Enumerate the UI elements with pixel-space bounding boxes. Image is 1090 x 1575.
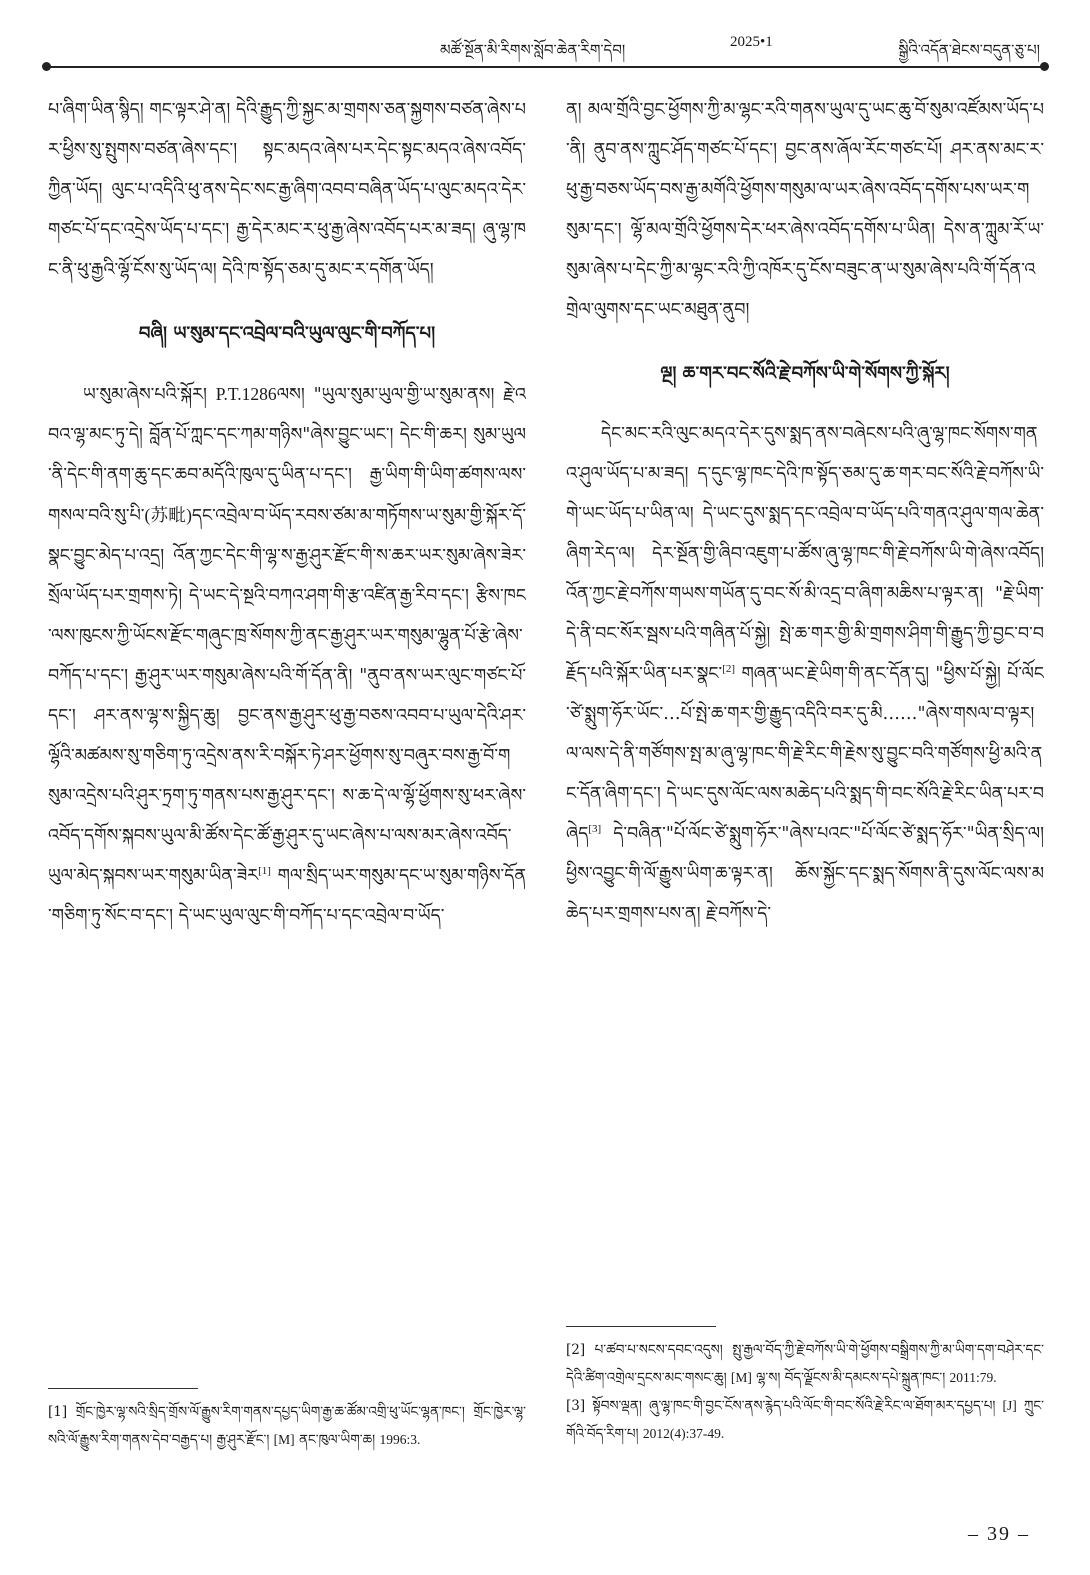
left-paragraph-2 [48, 374, 526, 936]
footnote-2-publisher: ལྷ་ས། བོད་ལྗོངས་མི་དམངས་དཔེ་སྐྲུན་ཁང་། [751, 1370, 950, 1386]
footnote-3-type: [J] [1002, 1398, 1017, 1413]
footnote-3-journal: ཀྲུང་གོའི་བོད་རིག་པ། [566, 1398, 1045, 1442]
footnote-ref-3[interactable]: [3] [588, 823, 602, 836]
footnote-2 [566, 1336, 1044, 1392]
footnote-1 [48, 1398, 526, 1454]
footnote-1-type: [M] [273, 1432, 295, 1447]
footnote-2-text: [2] པ་ཚབ་པ་སངས་དབང་འདུས། སྤུ་རྒྱལ་བོད་ཀྱི་རྗེ་བཀོས་ཡི་གེ་ཕྱོགས་བསྒྲིགས་ཀྱི་མ་ཡིག་དག་བཤེར་དང་དེའི་ཚིག་འགྲེལ་དྲངས་མང་གསང་ཆུ། [566, 1342, 1044, 1386]
left-para2-text-a: ཡ་སུམ་ཞེས་པའི་སྐོར། [83, 385, 216, 405]
footnote-3-text: [3] སྟོབས་ལྡན། ཞུ་ལྷ་ཁང་གི་བྱང་ངོས་ནས་རྙེད་པའི་ལོང་གི་བང་སོའི་རྗེ་རིང་ལ་ཐོག་མར་དཔྱད་པ། [566, 1398, 1003, 1414]
footnote-3-issue: 2012(4):37-49. [642, 1426, 725, 1441]
footnote-2-type: [M] [730, 1370, 752, 1385]
right-column [566, 90, 1044, 1490]
footnote-3 [566, 1392, 1044, 1448]
right-paragraph-2 [566, 414, 1044, 934]
section-title: སྒྱིའི་འདོན་ཐེངས་བདུན་ཅུ་པ། [898, 41, 1040, 59]
left-column [48, 90, 526, 1490]
right-para2-text-c: གཞན་ཡང་རྗེ་ཡིག་གི་ནང་དོན་དུ། "ཕྱིས་པོ་སྐྱེ། པོ་ལོང་ཙེ་སྨུག་ཧོར་ཡོང་…པོ་སྤེ་ཆ་གར་གྱི་རྒྱུད་འདིའི་བར་དུ་མི……"ཞེས་གསལ་བ་ལྟར། ལ་ལས་དེ་ནི་གཙོགས་སྤ་མ་ཞུ་ལྷ་ཁང་གི་རྗེ་རིང་གི་རྗེས་སུ་བྱུང་བའི་གཙོགས་ཕྱི་མའི་ནང་དོན་ཞིག་དང་། དེ་ཡང་དུས་ལོང་ལས་མཆེད་པའི་སྨད་གི་བང་སོའི་རྗེ་རིང་ཡིན་པར་བཞེད [566, 664, 1044, 844]
left-para2-text-c: ལས། "ཡུལ་སུམ་ཡུལ་གྱི་ཡ་སུམ་ནས། རྗེ་འབའ་ལྷ་མང་ཏུ་དེ། བློན་པོ་ཀླང་དང་ཀམ་གཉིས"ཞེས་བྱུང་ཡང་། དེང་གི་ཆར། སུམ་ཡུལ་ནི་དེང་གི་ནག་ཆུ་དང་ཆབ་མདོའི་ཁུལ་དུ་ཡིན་པ་དང་། རྒྱ་ཡིག་གི་ཡིག་ཚགས་ལས་གསལ་བའི་སུ་པི་ [48, 385, 526, 526]
left-paragraph-1: པ་ཞིག་ཡིན་སྙིད། གང་ལྟར་ཤེ་ན། དེའི་རྒྱུད་ཀྱི་སྐྱང་མ་གྲགས་ཅན་སྐྱགས་བཙན་ཞེས་པར་ཕྱིས་སུ་སྤུགས་བཙན་ཞེས་དང་། སྟང་མདའ་ཞེས་པར་དེང་སྟང་མདའ་ཞེས་འབོད་ཀྱིན་ཡོད། ལུང་པ་འདིའི་ཕུ་ནས་དེང་སང་རྒྱ་ཞིག་འབབ་བཞིན་ཡོད་པ་ལུང་མདའ་དེར་གཙང་པོ་དང་འདྲེས་ཡོད་པ་དང་། རྒྱ་དེར་མང་ར་ཕུ་རྒྱ་ཞེས་འབོད་པར་མ་ཟད། ཞུ་ལྷ་ཁང་ནི་ཕུ་རྒྱའི་ལྷོ་ངོས་སུ་ཡོད་ལ། དེའི་ཁ་སྟོད་ཅམ་དུ་མང་ར་དགོན་ཡོད། [48, 100, 526, 280]
page-number: – 39 – [968, 1523, 1030, 1545]
footnote-rule-left [48, 1388, 198, 1389]
right-footnotes [566, 1336, 1044, 1448]
footnote-ref-2[interactable]: [2] [722, 663, 736, 676]
footnote-ref-1[interactable]: [1] [258, 865, 271, 878]
right-para2-text-a: དེང་མང་རའི་ལུང་མདའ་དེར་དུས་སྨད་ནས་བཞེངས་པའི་ཞུ་ལྷ་ཁང་སོགས་གནའ་ཤུལ་ཡོད་པ་མ་ཟད། ད་དུང་ལྷ་ཁང་དེའི་ཁ་སྟོད་ཅམ་དུ་ཆ་གར་བང་སོའི་རྗེ་བཀོས་ཡི་གེ་ཡང་ཡོད་པ་ཡིན་ལ། དེ་ཡང་དུས་སྨད་དང་འབྲེལ་བ་ཡོད་པའི་གནའ་ཤུལ་གལ་ཆེན་ཞིག་རེད་ལ། དེར་སྔོན་གྱི་ཞིབ་འཇུག་པ་ཚོས་ཞུ་ལྷ་ཁང་གི་རྗེ་བཀོས་ཡི་གེ་ཞེས་འབོད། འོན་ཀྱང་རྗེ་བཀོས་གཡས་གཡོན་དུ་བང་སོ་མི་འདྲ་བ་ཞིག་མཆིས་པ་ལྟར་ན། "རྗེ་ཡིག་དེ་ནི་བང་སོར་སྦས་པའི་གཞིན་པོ་སྐྱེ། སྤེ་ཆ་གར་གྱི་མི་གྲགས་ཤིག་གི་རྒྱུད་ཀྱི་བྱང་བ་བརྗོད་པའི་སྐོར་ཡིན་པར་སྣང་ [566, 424, 1044, 684]
left-para2-text-e: དང་འབྲེལ་བ་ཡོད་རབས་ཙམ་མ་གཏོགས་ཡ་སུམ་གྱི་སྐོར་དོ་སྣང་བྱུང་མེད་པ་འདྲ། འོན་ཀྱང་དེང་གི་ལྷ་ས་རྒྱ་ཤུར་རྫོང་གི་ས་ཆར་ཡར་སུམ་ཞེས་ཟེར་སྲོལ་ཡོད་པར་གྲགས་ཏེ། དེ་ཡང་དེ་སྔའི་བཀའ་ཤག་གི་རྩ་འཛིན་རྒྱ་རིབ་དང་། རྩིས་ཁང་ལས་ཁུངས་ཀྱི་ཡོངས་རྫོང་གཞུང་ཁྲ་སོགས་ཀྱི་ནང་རྒྱ་ཤུར་ཡར་གསུམ་ལྷུན་པོ་རྩེ་ཞེས་བཀོད་པ་དང་། རྒྱ་ཤུར་ཡར་གསུམ་ཞེས་པའི་གོ་དོན་ནི། "ནུབ་ནས་ཡར་ལུང་གཙང་པོ་དང་། ཤར་ནས་ལྷ་ས་སྐྱིད་ཆུ། བྱང་ནས་རྒྱ་ཤུར་ཕུ་རྒྱ་བཅས་འབབ་པ་ཡུལ་དེའི་ཤར་ལྷོའི་མཚམས་སུ་གཅིག་ཏུ་འདྲེས་ནས་རི་བསྐོར་ཏེ་ཤར་ཕྱོགས་སུ་བཞུར་བས་རྒྱ་བོ་གསུམ་འདྲེས་པའི་ཤུར་ཏྲག་ཏུ་གནས་པས་རྒྱ་ཤུར་དང་། ས་ཆ་དེ་ལ་ལྷོ་ཕྱོགས་སུ་ཕར་ཞེས་འབོད་དགོས་སྐབས་ཡུལ་མི་ཚོས་དེང་ཚོ་རྒྱ་ཤུར་དུ་ཡང་ཞེས་པ་ལས་མར་ཞེས་འབོད་ཡུལ་མེད་སྐབས་ཡར་གསུམ་ཡིན་ཟེར [48, 506, 526, 886]
right-para2-text-e: དེ་བཞིན་"པོ་ལོང་ཙེ་སྨུག་ཧོར་"ཞེས་པའང་"པོ་ལོང་ཙེ་སྨད་ཧོར་"ཡིན་སྲིད་ལ། ཕྱིས་འབྱུང་གི་ལོ་རྒྱུས་ཡིག་ཆ་ལྟར་ན། ཆོས་སྐྱོང་དང་སྨད་སོགས་ནི་དུས་ལོང་ལས་མཆེད་པར་གྲགས་པས་ན། རྗེ་བཀོས་དེ་ [566, 824, 1044, 924]
left-footnotes [48, 1398, 526, 1454]
footnote-2-year: 2011:79. [949, 1370, 997, 1385]
section-heading-4: བཞི། ཡ་སུམ་དང་འབྲེལ་བའི་ཡུལ་ལུང་གི་བཀོད་པ། [138, 323, 436, 344]
footnote-rule-right [566, 1326, 716, 1327]
footnote-1-text: [1] གྲོང་ཁྱེར་ལྷ་སའི་སྲིད་གྲོས་ལོ་རྒྱུས་རིག་གནས་དཔྱད་ཡིག་རྒྱ་ཆ་ཚོམ་འགྲི་ཕུ་ཡོང་ལྷན་ཁང་། གྲོང་ཁྱེར་ལྷ་སའི་ལོ་རྒྱུས་རིག་གནས་དེབ་བརྒྱད་པ། རྒྱ་ཤུར་རྫོང་། [48, 1404, 526, 1448]
manuscript-ref: P.T.1286 [215, 384, 277, 404]
footnote-1-publisher: ནང་ཁུལ་ཡིག་ཆ། [294, 1432, 380, 1448]
year-issue: 2025•1 [730, 34, 773, 50]
right-paragraph-1: ན། མལ་གྲོའི་བྱང་ཕྱོགས་ཀྱི་མ་ལྷང་རའི་གནས་ཡུལ་དུ་ཡང་ཆུ་བོ་སུམ་འཛོམས་ཡོད་པ་ནི། ནུབ་ནས་ཀླུང་ཤོད་གཙང་པོ་དང་། བྱང་ནས་ཞོལ་རོང་གཙང་པོ། ཤར་ནས་མང་ར་ཕུ་རྒྱ་བཅས་ཡོད་བས་རྒྱ་མགོའི་ཕྱོགས་གསུམ་ལ་ཡར་ཞེས་འབོད་དགོས་པས་ཡར་གསུམ་དང་། ལྷོ་མལ་གྲོའི་ཕྱོགས་དེར་ཕར་ཞེས་འབོད་དགོས་པ་ཡིན། དེས་ན་ཀླུམ་རོ་ཡ་སུམ་ཞེས་པ་དེང་ཀྱི་མ་ལྷང་རའི་ཀྱི་འཁོར་དུ་ངོས་བཟུང་ན་ཡ་སུམ་ཞེས་པའི་གོ་དོན་འགྲེལ་ལུགས་དང་ཡང་མཐུན་ནུབ། [566, 100, 1044, 320]
footnote-1-year: 1996:3. [379, 1432, 421, 1447]
header-rule-dot-right [1040, 62, 1049, 71]
journal-title: མཚོ་སྔོན་མི་རིགས་སློབ་ཆེན་རིག་དེབ། [440, 41, 626, 59]
section-heading-5: ལྔ། ཆ་གར་བང་སོའི་རྗེ་བཀོས་ཡི་གེ་སོགས་ཀྱི་སྐོར། [660, 363, 950, 384]
running-header [40, 26, 1050, 66]
header-rule [48, 66, 1044, 68]
chinese-gloss: (苏毗) [144, 505, 192, 525]
left-para2-text-g: གལ་སྲིད་ཡར་གསུམ་དང་ཡ་སུམ་གཉིས་དོན་གཅིག་ཏུ་སོང་བ་དང་། དེ་ཡང་ཡུལ་ལུང་གི་བཀོད་པ་དང་འབྲེལ་བ་ཡོད་ [48, 866, 526, 926]
